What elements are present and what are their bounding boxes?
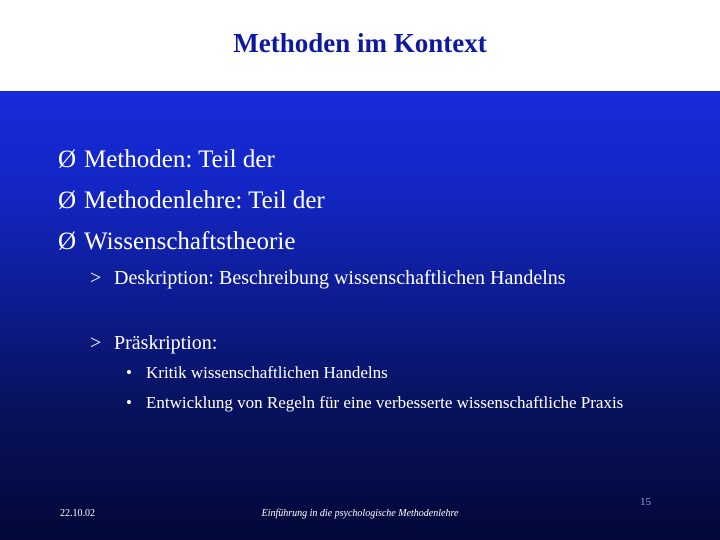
chevron-bullet-icon: > [90,267,102,289]
bullet-text: Kritik wissenschaftlichen Handelns [146,363,388,382]
title-bar [0,0,720,91]
bullet-text: Methodenlehre: Teil der [84,187,325,214]
dot-bullet-icon: • [126,393,132,412]
bullet-text: Entwicklung von Regeln für eine verbesserte wissenschaftliche Praxis [146,393,624,412]
dot-bullet-icon: • [126,363,132,382]
arrow-bullet-icon: Ø [58,187,77,214]
slide-number: 15 [640,496,651,508]
slide-title: Methoden im Kontext [233,28,487,58]
bullet-text: Methoden: Teil der [84,146,275,173]
arrow-bullet-icon: Ø [58,146,77,173]
footer-course-title: Einführung in die psychologische Methodenlehre [261,508,459,519]
bullet-text: Deskription: Beschreibung wissenschaftlichen Handelns [114,267,566,289]
chevron-bullet-icon: > [90,332,102,354]
footer-date: 22.10.02 [60,508,95,519]
bullet-text: Präskription: [114,332,218,354]
bullet-text: Wissenschaftstheorie [84,228,296,255]
arrow-bullet-icon: Ø [58,228,77,255]
